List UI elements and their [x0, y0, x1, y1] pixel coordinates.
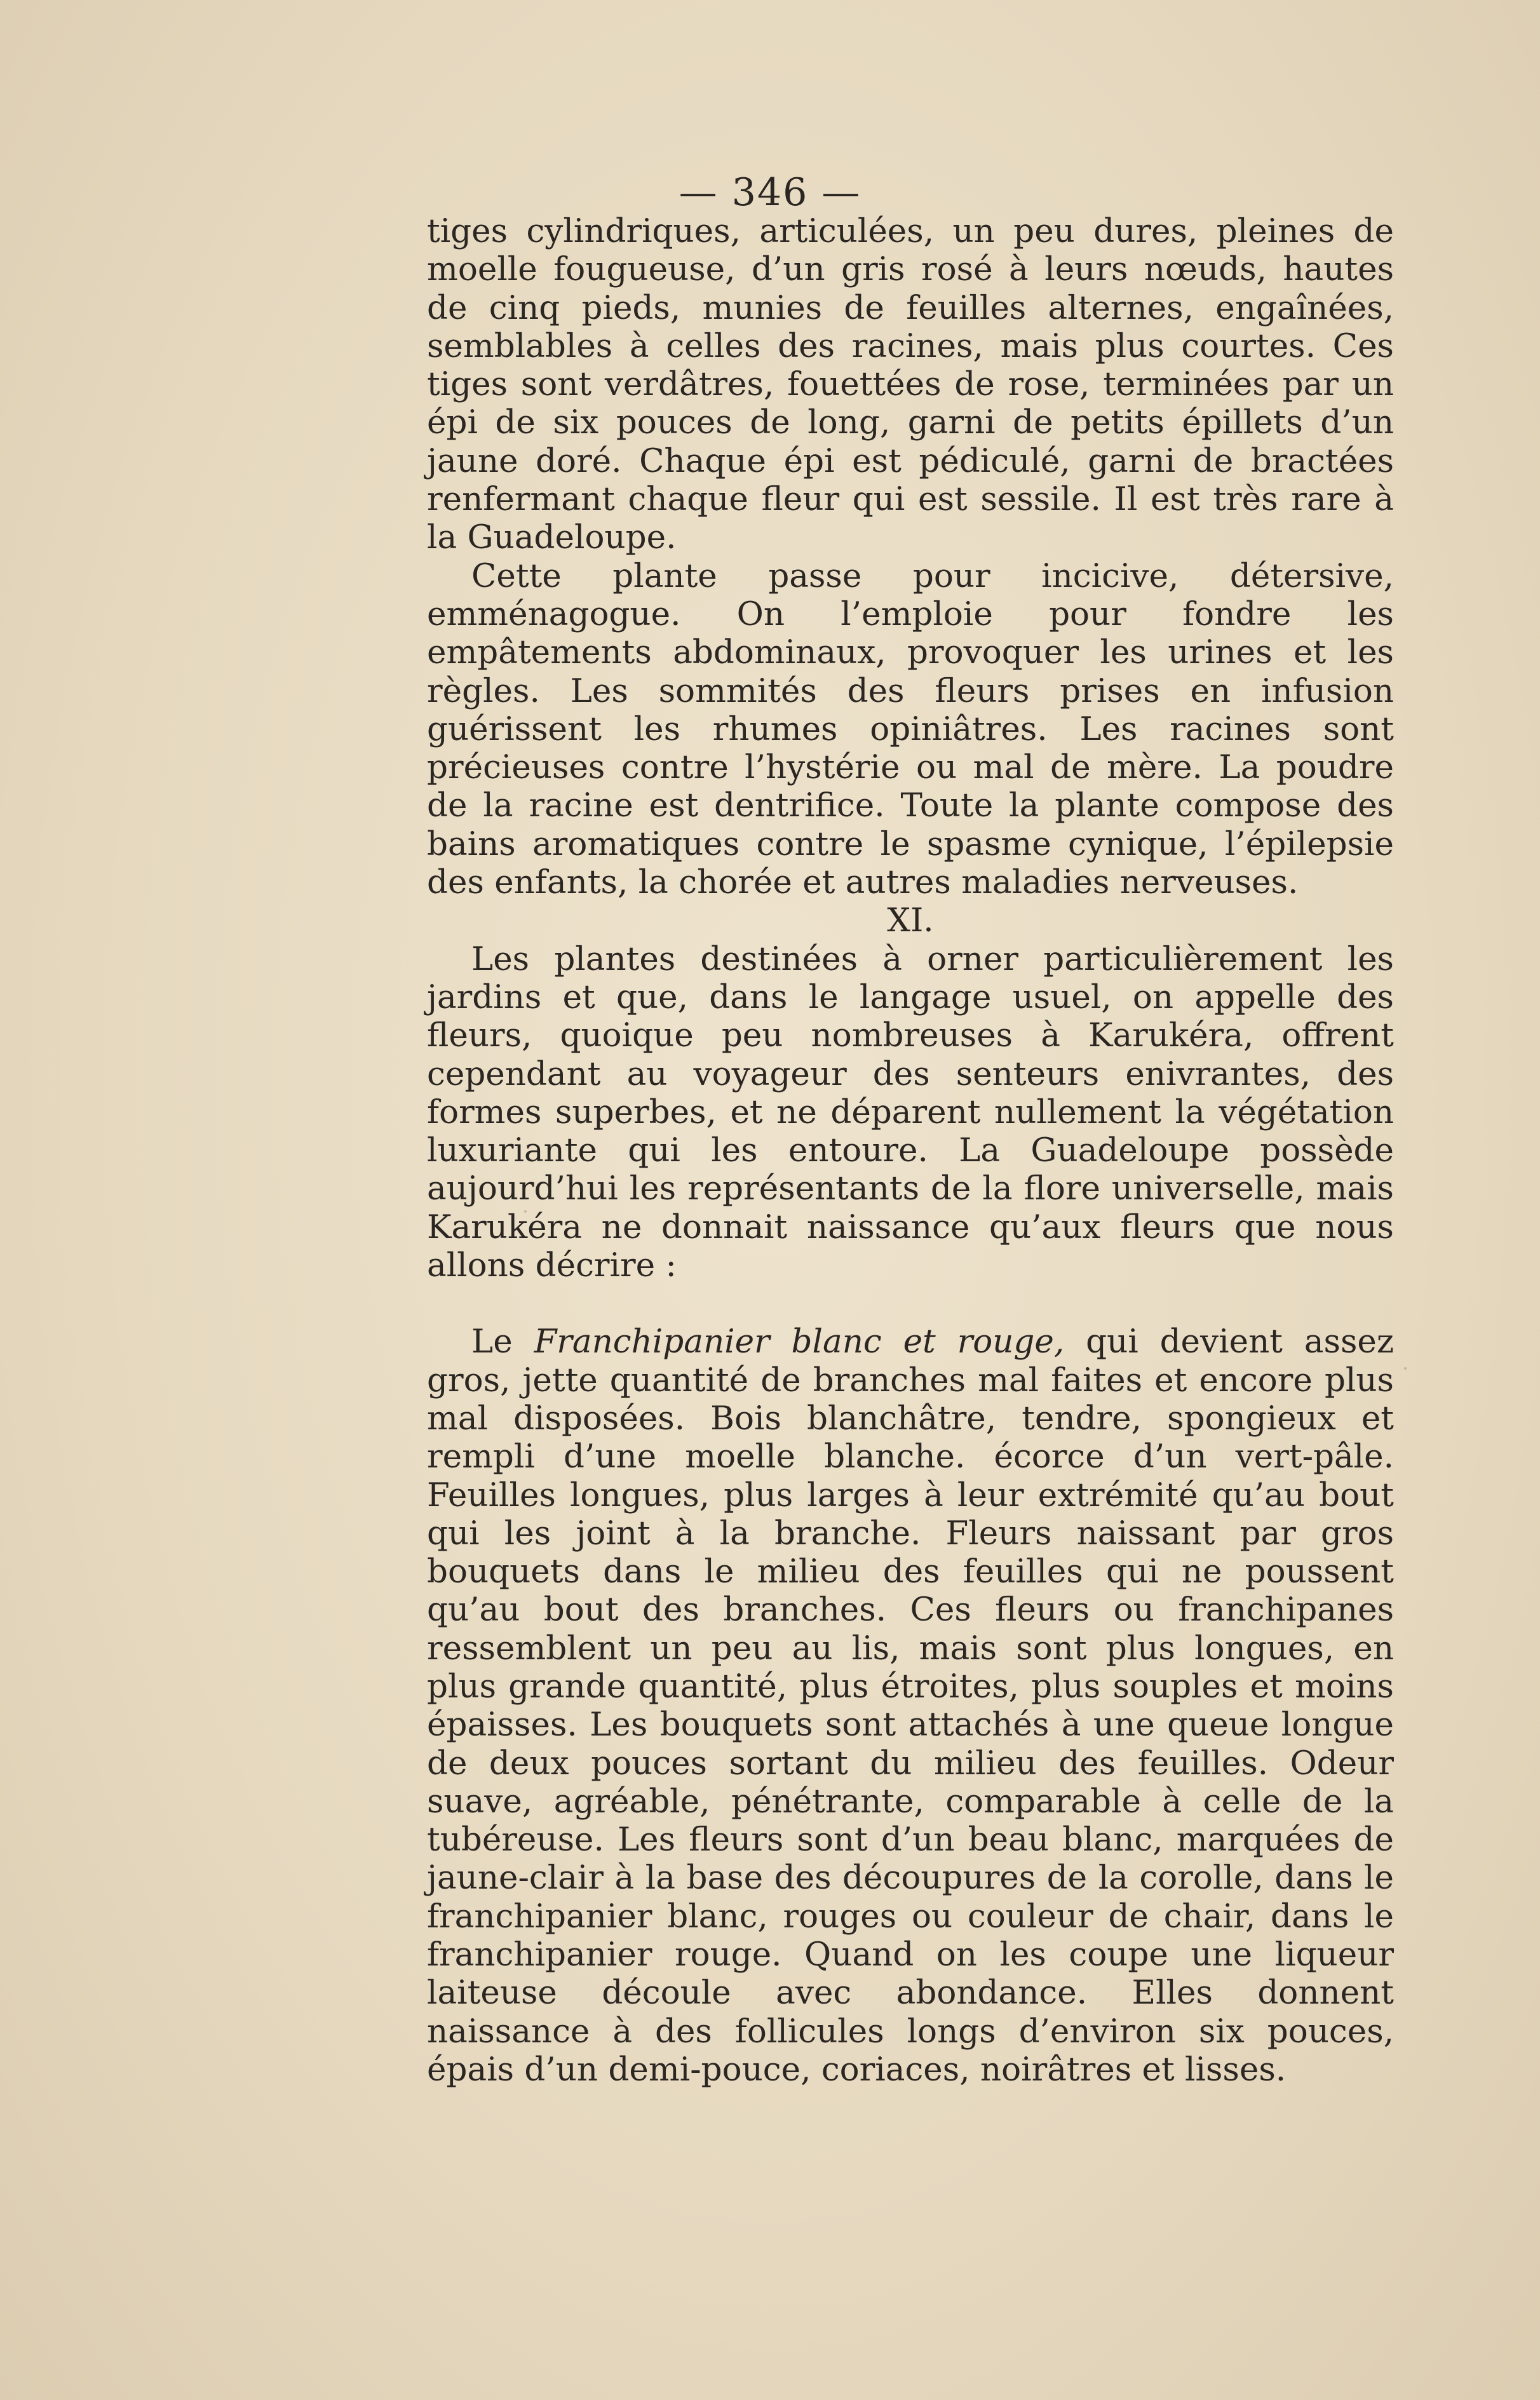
paper-speck — [1086, 859, 1090, 862]
paragraph-franchipanier — [427, 1323, 1394, 2089]
paper-speck — [1404, 1367, 1407, 1370]
paragraph-continued: tiges cylindriques, articulées, un peu dures, pleines de moelle fougueuse, d’un gris rosé à leurs nœuds, hautes de cinq pieds, munies de feuilles alternes, engaînées, semblables à celles des racines, mais plus courtes. Ces tiges sont verdâtres, fouettées de rose, terminées par un épi de six pouces de long, garni de petits épillets d’un jaune doré. Chaque épi est pédiculé, garni de bractées renfermant chaque fleur qui est sessile. Il est très rare à la Guadeloupe. — [427, 212, 1394, 557]
paper-speck — [524, 1210, 527, 1213]
section-heading: XI. — [887, 901, 934, 940]
franchipanier-lead: Le — [471, 1323, 534, 1361]
paragraph-intro-flowers: Les plantes destinées à orner particulièrement les jardins et que, dans le langage usuel, on appelle des fleurs, quoique peu nombreuses à Karukéra, offrent cependant au voyageur des senteurs enivrantes, des formes superbes, et ne déparent nullement la végétation luxuriante qui les entoure. La Guadeloupe possède aujourd’hui les représentants de la flore universelle, mais Karukéra ne donnait naissance qu’aux fleurs que nous allons décrire : — [427, 940, 1394, 1285]
franchipanier-name: Franchipanier blanc et rouge, — [534, 1323, 1065, 1361]
page-number: — 346 — — [679, 170, 861, 215]
body-text — [427, 212, 1394, 2089]
paragraph-gap — [427, 1284, 1394, 1323]
paragraph-uses: Cette plante passe pour incicive, détersive, emménagogue. On l’emploie pour fondre les empâtements abdominaux, provoquer les urines et les règles. Les sommités des fleurs prises en infusion guérissent les rhumes opiniâtres. Les racines sont précieuses contre l’hystérie ou mal de mère. La poudre de la racine est dentrifice. Toute la plante compose des bains aromatiques contre le spasme cynique, l’épilepsie des enfants, la chorée et autres maladies nerveuses. — [427, 556, 1394, 902]
franchipanier-description: qui devient assez gros, jette quantité de branches mal faites et encore plus mal disposées. Bois blanchâtre, tendre, spongieux et rempli d’une moelle blanche. écorce d’un vert-pâle. Feuilles longues, plus larges à leur extrémité qu’au bout qui les joint à la branche. Fleurs naissant par gros bouquets dans le milieu des feuilles qui ne poussent qu’au bout des branches. Ces fleurs ou franchipanes ressemblent un peu au lis, mais sont plus longues, en plus grande quantité, plus étroites, plus souples et moins épaisses. Les bouquets sont attachés à une queue longue de deux pouces sortant du milieu des feuilles. Odeur suave, agréable, pénétrante, comparable à celle de la tubéreuse. Les fleurs sont d’un beau blanc, marquées de jaune-clair à la base des découpures de la corolle, dans le franchipanier blanc, rouges ou couleur de chair, dans le franchipanier rouge. Quand on les coupe une liqueur laiteuse découle avec abondance. Elles donnent naissance à des follicules longs d’environ six pouces, épais d’un demi-pouce, coriaces, noirâtres et lisses. — [427, 1323, 1394, 2089]
